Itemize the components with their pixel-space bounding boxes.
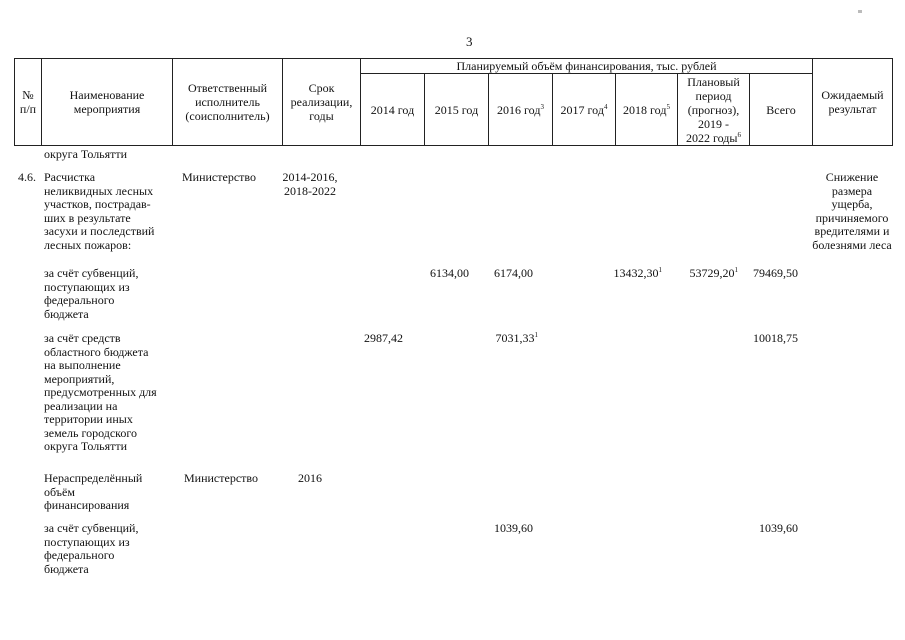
federal-2-2016-value: 1039,60 (494, 521, 533, 535)
regional-2016-value: 7031,33$^1$ (495, 331, 538, 345)
header-2017: 2017 год$^4$ (553, 74, 616, 146)
federal-2016-value: 6174,00 (494, 266, 533, 280)
unallocated-executor: Министерство (184, 471, 258, 485)
header-num: № п/п (15, 59, 42, 146)
continuation-text: округа Тольятти (44, 147, 128, 161)
header-2015: 2015 год (425, 74, 489, 146)
header-period: Срок реализации, годы (283, 59, 361, 146)
page-number: 3 (466, 34, 473, 49)
item-period: 2014-2016, 2018-2022 (282, 170, 338, 198)
table-header (14, 58, 893, 146)
header-2014: 2014 год (361, 74, 425, 146)
header-executor: Ответственный исполнитель (соисполнитель) (173, 59, 283, 146)
regional-total-value: 10018,75 (753, 331, 798, 345)
unallocated-period: 2016 (298, 471, 322, 485)
item-number: 4.6. (18, 170, 36, 184)
header-result: Ожидаемый результат (813, 59, 893, 146)
item-executor: Министерство (182, 170, 256, 184)
regional-2014-value: 2987,42 (364, 331, 403, 345)
federal-planned-value: 53729,20$^1$ (689, 266, 738, 280)
scan-speck (858, 10, 862, 13)
federal-2018-value: 13432,30$^1$ (613, 266, 662, 280)
unallocated-name: Нераспределённый объём финансирования (44, 471, 143, 512)
federal-2015-value: 6134,00 (430, 266, 469, 280)
federal-2-total-value: 1039,60 (759, 521, 798, 535)
header-name: Наименование мероприятия (42, 59, 173, 146)
header-2016: 2016 год$^3$ (489, 74, 553, 146)
item-name: Расчистка неликвидных лесных участков, пострадав- ших в результате засухи и последствий лесных пожаров: (44, 170, 155, 252)
regional-label: за счёт средств областного бюджета на выполнение мероприятий, предусмотренных для реализации на территории иных земель городского округа Тольятти (44, 331, 157, 453)
header-total: Всего (750, 74, 813, 146)
header-planned-period: Плановый период (прогноз), 2019 - 2022 годы$^6$ (678, 74, 750, 146)
item-expected-result: Снижение размера ущерба, причиняемого вредителями и болезнями леса (812, 170, 892, 252)
federal-2-label: за счёт субвенций, поступающих из федерального бюджета (44, 521, 139, 576)
federal-total-value: 79469,50 (753, 266, 798, 280)
header-funding-title: Планируемый объём финансирования, тыс. рублей (361, 59, 813, 74)
federal-label: за счёт субвенций, поступающих из федерального бюджета (44, 266, 139, 321)
header-2018: 2018 год$^5$ (616, 74, 678, 146)
